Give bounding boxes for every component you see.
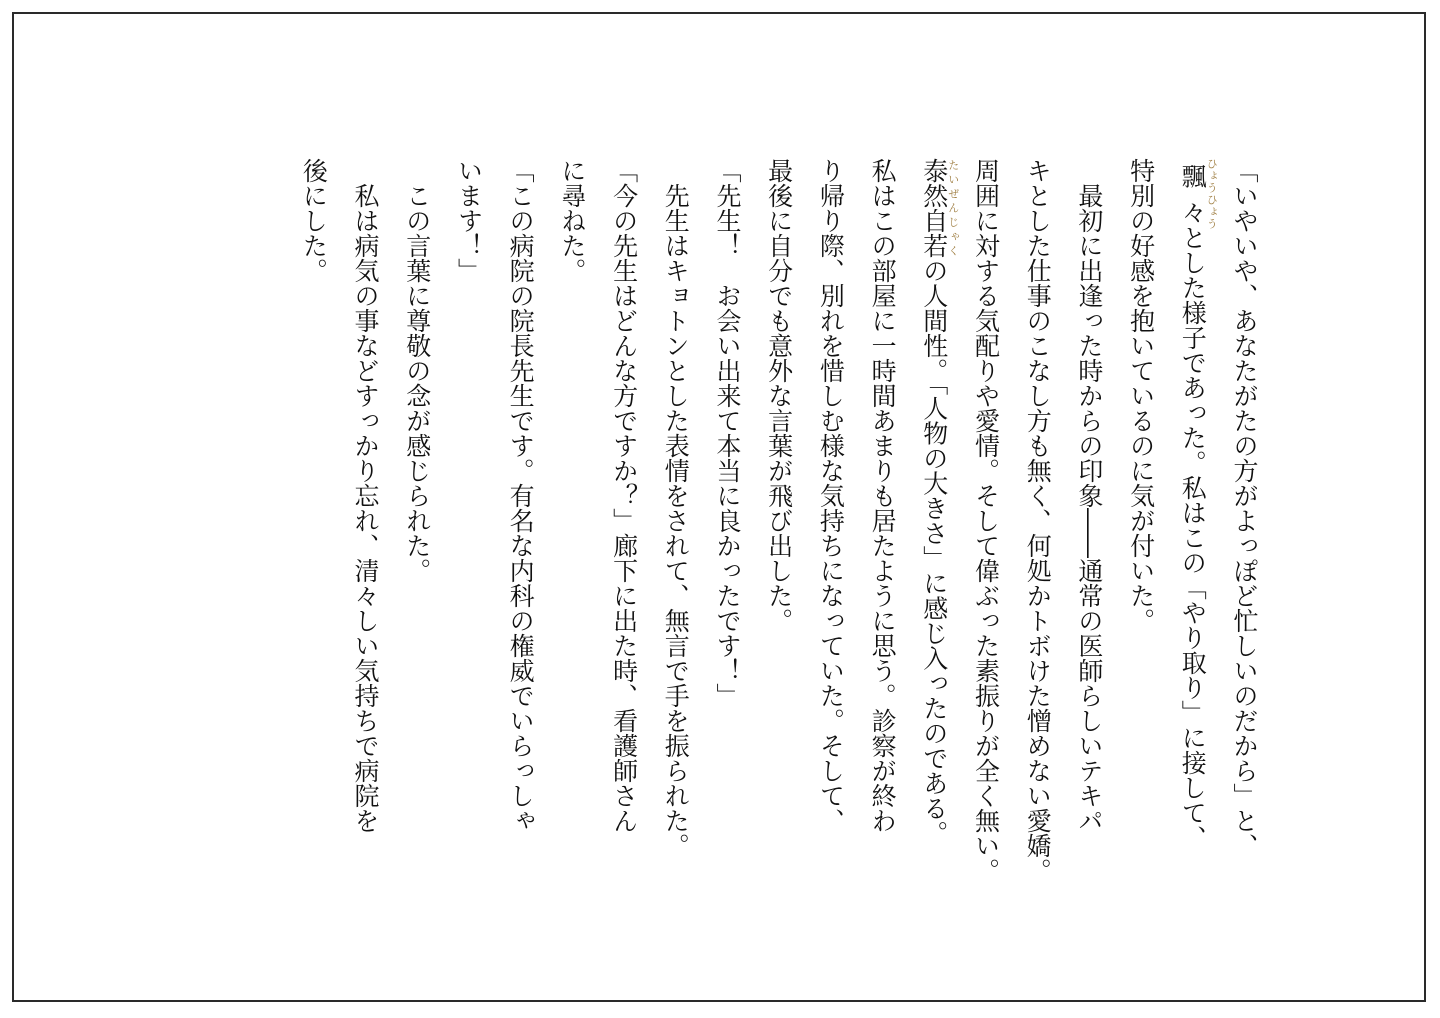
text-segment: とした様子であった。私はこの「やり取り」に接して、 — [1178, 225, 1208, 850]
vertical-text-body — [288, 158, 1270, 918]
text-line: 「今の先生はどんな方ですか？」廊下に出た時、看護師さん — [609, 158, 639, 833]
text-line: 特別の好感を抱いているのに気が付いた。 — [1126, 158, 1156, 633]
text-line: 「先生！ お会い出来て本当に良かったです！」 — [712, 158, 742, 708]
text-line: 私は病気の事などすっかり忘れ、清々しい気持ちで病院を — [351, 158, 381, 833]
ruby-base: 飄々 — [1178, 158, 1208, 230]
text-segment: の人間性。「人物の大きさ」に感じ入ったのである。 — [919, 258, 949, 846]
ruby-base: 泰然自若 — [919, 158, 949, 258]
text-line: 先生はキョトンとした表情をされて、無言で手を振られた。 — [661, 158, 691, 858]
ruby-reading: たいぜんじゃく — [946, 158, 960, 258]
text-line: 最初に出逢った時からの印象――通常の医師らしいテキパ — [1074, 158, 1104, 833]
text-line: 後にした。 — [299, 158, 329, 283]
text-line: この言葉に尊敬の念が感じられた。 — [402, 158, 432, 583]
text-line: キとした仕事のこなし方も無く、何処かトボけた憎めない愛嬌。 — [1023, 158, 1053, 883]
text-line — [1167, 158, 1219, 918]
text-line: 私はこの部屋に一時間あまりも居たように思う。診察が終わ — [868, 158, 898, 833]
ruby-annotation — [919, 158, 960, 258]
text-line: に尋ねた。 — [557, 158, 587, 283]
text-line: 最後に自分でも意外な言葉が飛び出した。 — [764, 158, 794, 633]
text-line: 周囲に対する気配りや愛情。そして偉ぶった素振りが全く無い。 — [971, 158, 1001, 883]
text-line: 「この病院の院長先生です。有名な内科の権威でいらっしゃ — [506, 158, 536, 833]
ruby-reading: ひょうひょう — [1205, 158, 1219, 230]
ruby-annotation — [1178, 158, 1219, 230]
text-line: り帰り際、別れを惜しむ様な気持ちになっていた。そして、 — [816, 158, 846, 833]
text-line: 「いやいや、あなたがたの方がよっぽど忙しいのだから」と、 — [1230, 158, 1259, 858]
text-line — [908, 158, 960, 918]
text-line: います！」 — [454, 158, 484, 283]
